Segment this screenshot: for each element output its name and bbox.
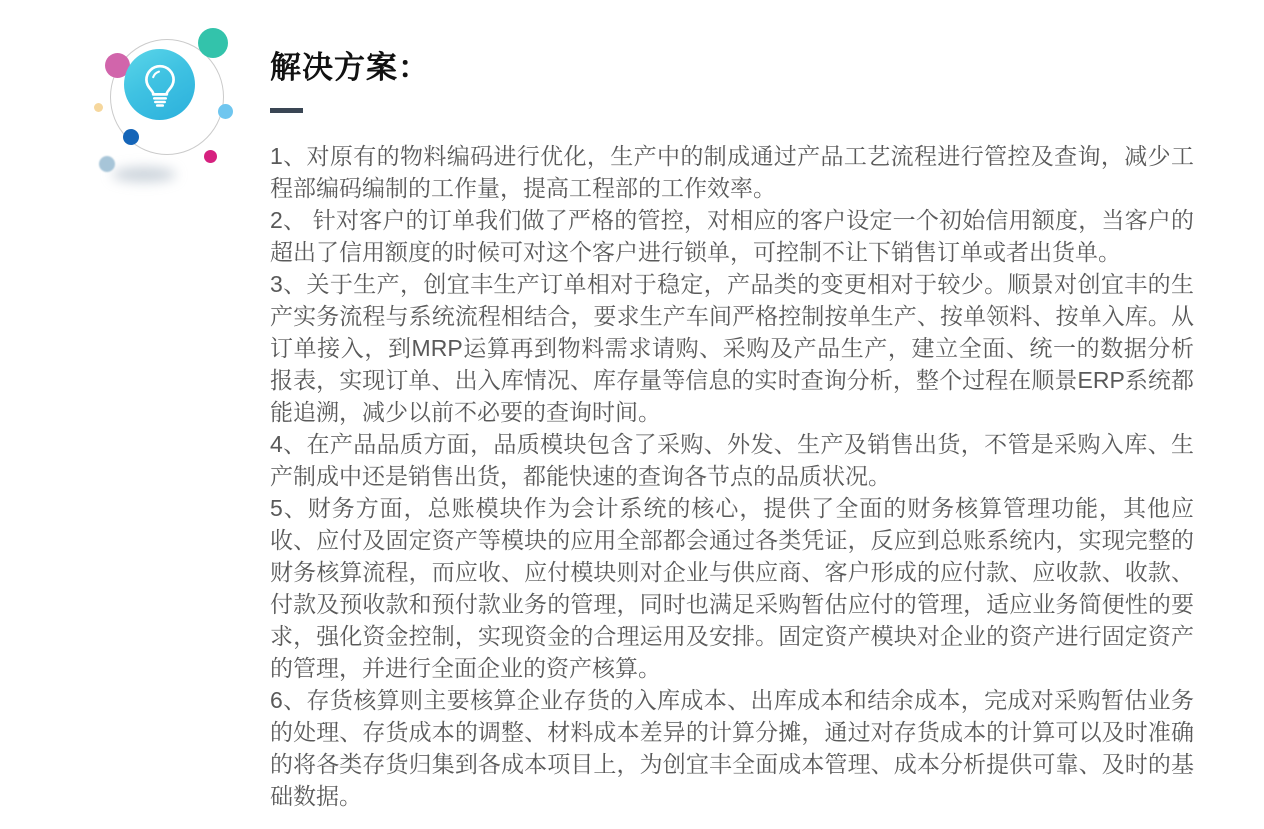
dark-blue-dot [123, 129, 139, 145]
yellow-dot [94, 103, 103, 112]
solution-paragraph: 1、对原有的物料编码进行优化，生产中的制成通过产品工艺流程进行管控及查询，减少工程部编码编制的工作量，提高工程部的工作效率。 [270, 143, 1194, 201]
circle-shadow [112, 167, 176, 182]
solution-section [270, 48, 1194, 812]
solution-paragraph: 2、 针对客户的订单我们做了严格的管控，对相应的客户设定一个初始信用额度，当客户的超出了信用额度的时候可对这个客户进行锁单，可控制不让下销售订单或者出货单。 [270, 207, 1194, 265]
gray-blue-dot [99, 156, 115, 172]
bulb-circle [124, 49, 195, 120]
solution-paragraph: 3、关于生产，创宜丰生产订单相对于稳定，产品类的变更相对于较少。顺景对创宜丰的生产实务流程与系统流程相结合，要求生产车间严格控制按单生产、按单领料、按单入库。从订单接入，到MRP运算再到物料需求请购、采购及产品生产，建立全面、统一的数据分析报表，实现订单、出入库情况、库存量等信息的实时查询分析，整个过程在顺景ERP系统都能追溯，减少以前不必要的查询时间。 [270, 271, 1194, 425]
solution-paragraphs [270, 140, 1194, 812]
lightbulb-icon [139, 62, 181, 108]
teal-dot [198, 28, 228, 58]
lightbulb-decoration [0, 0, 260, 200]
light-blue-dot [218, 104, 233, 119]
magenta-dot [204, 150, 217, 163]
page-title: 解决方案： [270, 50, 430, 85]
solution-paragraph: 5、财务方面，总账模块作为会计系统的核心，提供了全面的财务核算管理功能，其他应收、应付及固定资产等模块的应用全部都会通过各类凭证，反应到总账系统内，实现完整的财务核算流程，而应收、应付模块则对企业与供应商、客户形成的应付款、应收款、收款、付款及预收款和预付款业务的管理，同时也满足采购暂估应付的管理，适应业务简便性的要求，强化资金控制，实现资金的合理运用及安排。固定资产模块对企业的资产进行固定资产的管理，并进行全面企业的资产核算。 [270, 495, 1194, 681]
accent-dash [270, 108, 303, 113]
solution-paragraph: 6、存货核算则主要核算企业存货的入库成本、出库成本和结余成本，完成对采购暂估业务的处理、存货成本的调整、材料成本差异的计算分摊，通过对存货成本的计算可以及时准确的将各类存货归集到各成本项目上，为创宜丰全面成本管理、成本分析提供可靠、及时的基础数据。 [270, 687, 1194, 809]
solution-paragraph: 4、在产品品质方面，品质模块包含了采购、外发、生产及销售出货，不管是采购入库、生产制成中还是销售出货，都能快速的查询各节点的品质状况。 [270, 431, 1194, 489]
